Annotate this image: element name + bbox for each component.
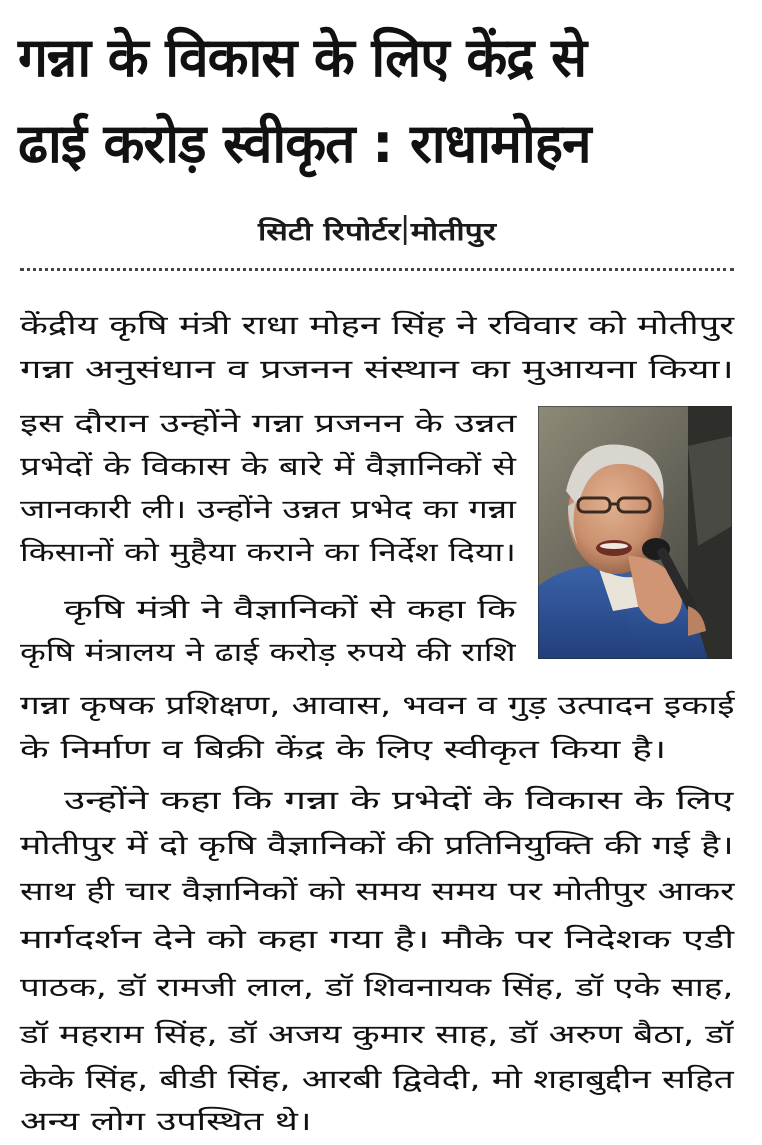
body-line-7: कृषि मंत्री ने वैज्ञानिकों से कहा कि [64,595,516,625]
body-line-13: साथ ही चार वैज्ञानिकों को समय समय पर मोतीपुर आकर [20,877,735,907]
byline-place: मोतीपुर [410,217,496,246]
body-line-16: डॉ महराम सिंह, डॉ अजय कुमार साह, डॉ अरुण बैठा, डॉ [20,1020,734,1050]
body-line-11: उन्होंने कहा कि गन्ना के प्रभेदों के विकास के लिए [64,786,734,816]
body-line-4: प्रभेदों के विकास के बारे में वैज्ञानिकों से [20,452,516,482]
body-line-14: मार्गदर्शन देने को कहा गया है। मौके पर निदेशक एडी [20,925,735,955]
minister-speaking-photo [538,406,732,659]
body-line-9: गन्ना कृषक प्रशिक्षण, आवास, भवन व गुड़ उत्पादन इकाई [20,691,735,721]
body-line-2: गन्ना अनुसंधान व प्रजनन संस्थान का मुआयना किया। [20,355,734,385]
headline-line-2: ढाई करोड़ स्वीकृत : राधामोहन [18,112,591,175]
byline-separator [404,215,407,245]
body-line-17: केके सिंह, बीडी सिंह, आरबी द्विवेदी, मो शहाबुद्दीन सहित [20,1065,734,1095]
headline-line-1: गन्ना के विकास के लिए केंद्र से [18,26,587,89]
body-line-5: जानकारी ली। उन्होंने उन्नत प्रभेद का गन्ना [20,495,516,525]
body-line-12: मोतीपुर में दो कृषि वैज्ञानिकों की प्रतिनियुक्ति की गई है। [20,831,734,861]
byline [258,214,496,250]
dotted-divider [20,268,734,271]
body-line-15: पाठक, डॉ रामजी लाल, डॉ शिवनायक सिंह, डॉ एके साह, [20,973,734,1003]
body-line-1: केंद्रीय कृषि मंत्री राधा मोहन सिंह ने रविवार को मोतीपुर [20,311,735,341]
body-line-8: कृषि मंत्रालय ने ढाई करोड़ रुपये की राशि [20,638,516,668]
body-line-3: इस दौरान उन्होंने गन्ना प्रजनन के उन्नत [20,409,517,439]
byline-reporter: सिटी रिपोर्टर [258,217,401,246]
body-line-18: अन्य लोग उपस्थित थे। [20,1107,312,1137]
body-line-10: के निर्माण व बिक्री केंद्र के लिए स्वीकृत किया है। [20,735,667,765]
body-line-6: किसानों को मुहैया कराने का निर्देश दिया। [20,538,516,568]
photo-illustration [538,406,732,659]
